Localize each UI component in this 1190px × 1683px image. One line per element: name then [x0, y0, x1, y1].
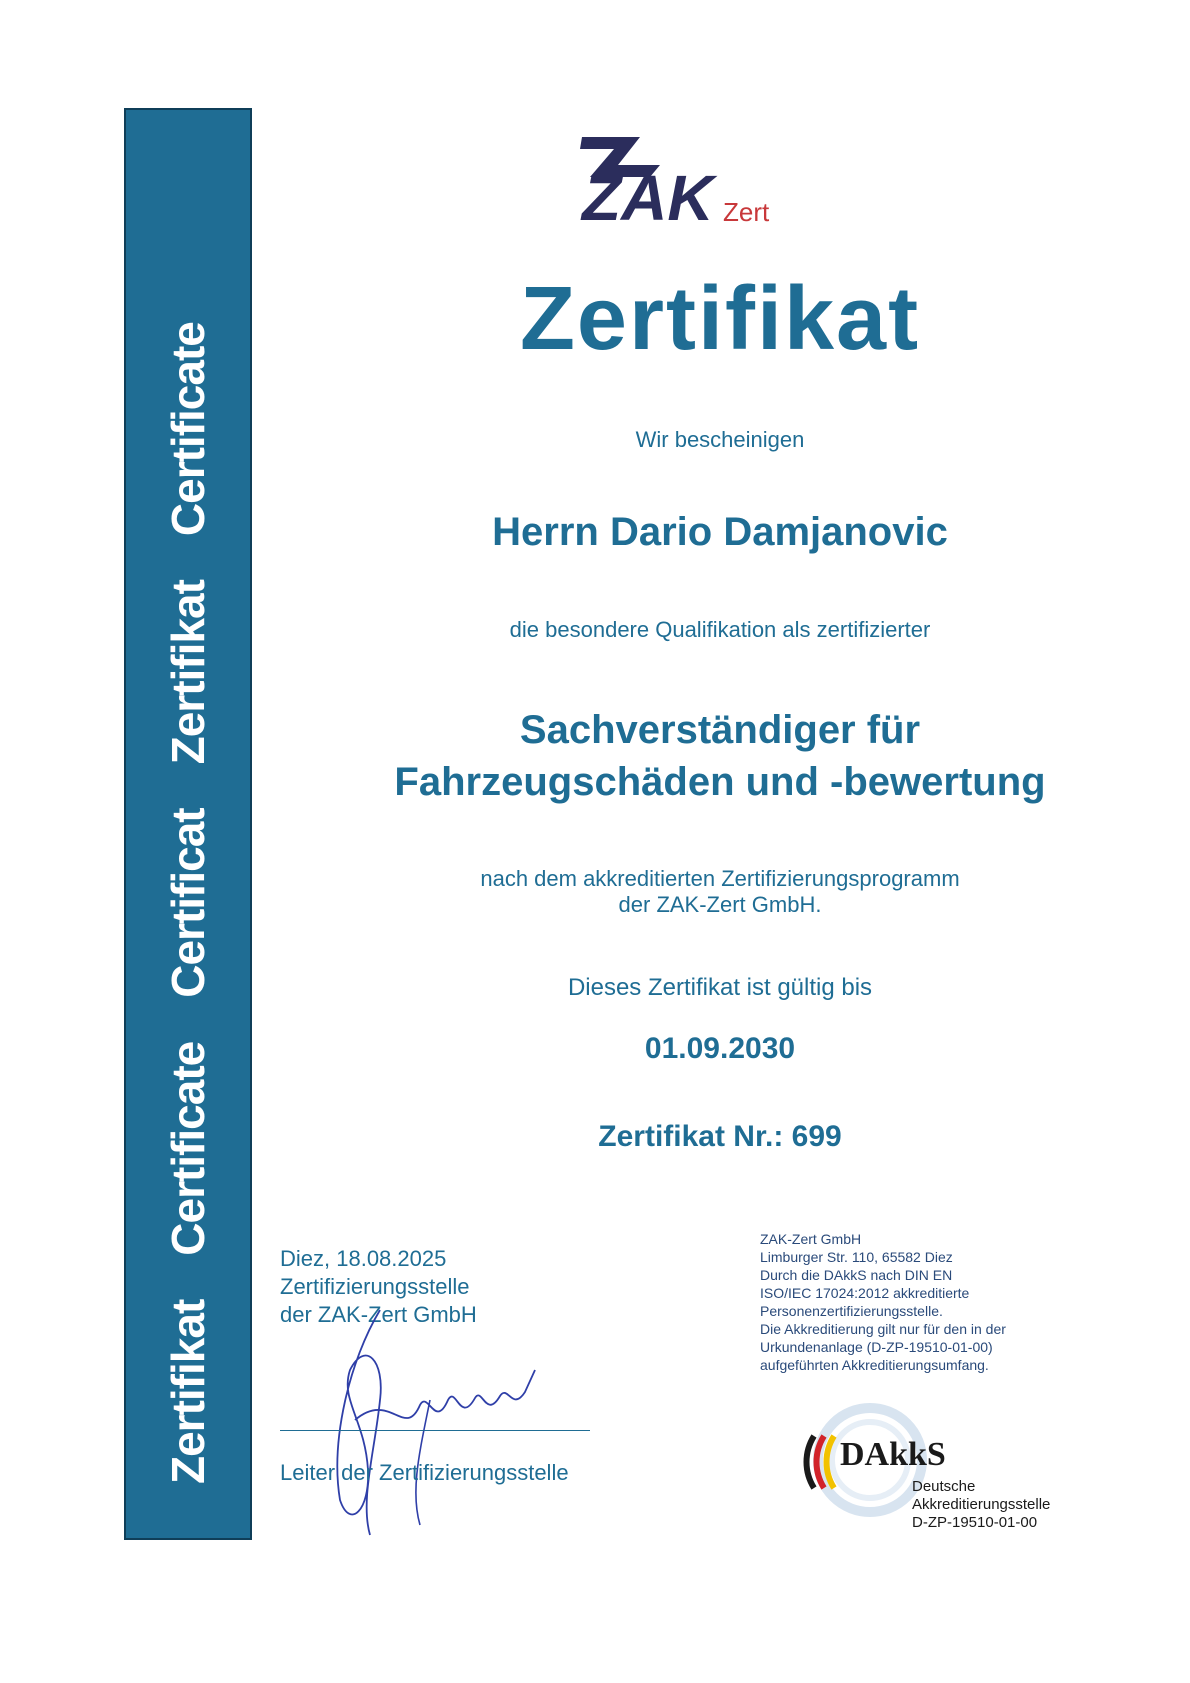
issued-company: der ZAK-Zert GmbH — [280, 1302, 477, 1327]
band-text — [161, 278, 215, 1484]
accreditation-line: Die Akkreditierung gilt nur für den in der — [760, 1321, 1006, 1337]
dakks-id: D-ZP-19510-01-00 — [912, 1514, 1038, 1531]
program-line-1: nach dem akkreditierten Zertifizierungsprogramm — [480, 866, 960, 891]
accreditation-line: ZAK-Zert GmbH — [760, 1231, 862, 1247]
intro-text: Wir bescheinigen — [635, 427, 805, 452]
band-word: Certificate — [162, 322, 214, 537]
dakks-name: DAkkS — [840, 1436, 946, 1473]
accreditation-line: Limburger Str. 110, 65582 Diez — [760, 1249, 953, 1265]
recipient-name: Herrn Dario Damjanovic — [492, 510, 948, 554]
dakks-line-1: Deutsche — [912, 1478, 976, 1495]
issued-place-date: Diez, 18.08.2025 — [280, 1246, 447, 1271]
logo-suffix: Zert — [723, 197, 770, 227]
issued-office: Zertifizierungsstelle — [280, 1274, 470, 1299]
accreditation-line: Durch die DAkkS nach DIN EN — [760, 1267, 953, 1283]
accreditation-line: Urkundenanlage (D-ZP-19510-01-00) — [760, 1339, 993, 1355]
band-word: Zertifikat — [162, 1299, 214, 1484]
dakks-subtitle — [912, 1478, 1050, 1532]
qualification-line-2: Fahrzeugschäden und -bewertung — [394, 760, 1046, 804]
qualification-intro: die besondere Qualifikation als zertifizierter — [509, 617, 931, 642]
qualification-line-1: Sachverständiger für — [519, 708, 921, 752]
signature-line — [280, 1430, 590, 1431]
document-title: Zertifikat — [519, 269, 921, 369]
zak-zert-logo — [580, 125, 800, 235]
program-line-2: der ZAK-Zert GmbH. — [618, 892, 822, 917]
band-word: Certificat — [162, 808, 214, 998]
logo-mark: ZAK — [582, 162, 714, 234]
signatory-role: Leiter der Zertifizierungsstelle — [280, 1460, 569, 1485]
band-word: Certificate — [162, 1041, 214, 1256]
vertical-band — [124, 108, 252, 1540]
accreditation-line: ISO/IEC 17024:2012 akkreditierte — [760, 1285, 970, 1301]
accreditation-line: aufgeführten Akkreditierungsumfang. — [760, 1357, 989, 1373]
validity-date: 01.09.2030 — [644, 1032, 796, 1065]
accreditation-line: Personenzertifizierungsstelle. — [760, 1303, 943, 1319]
dakks-line-2: Akkreditierungsstelle — [912, 1496, 1051, 1513]
validity-label: Dieses Zertifikat ist gültig bis — [567, 974, 873, 1001]
accreditation-note — [760, 1230, 1090, 1374]
signature — [310, 1300, 550, 1540]
certificate-number: Zertifikat Nr.: 699 — [598, 1120, 842, 1153]
band-word: Zertifikat — [162, 580, 214, 765]
